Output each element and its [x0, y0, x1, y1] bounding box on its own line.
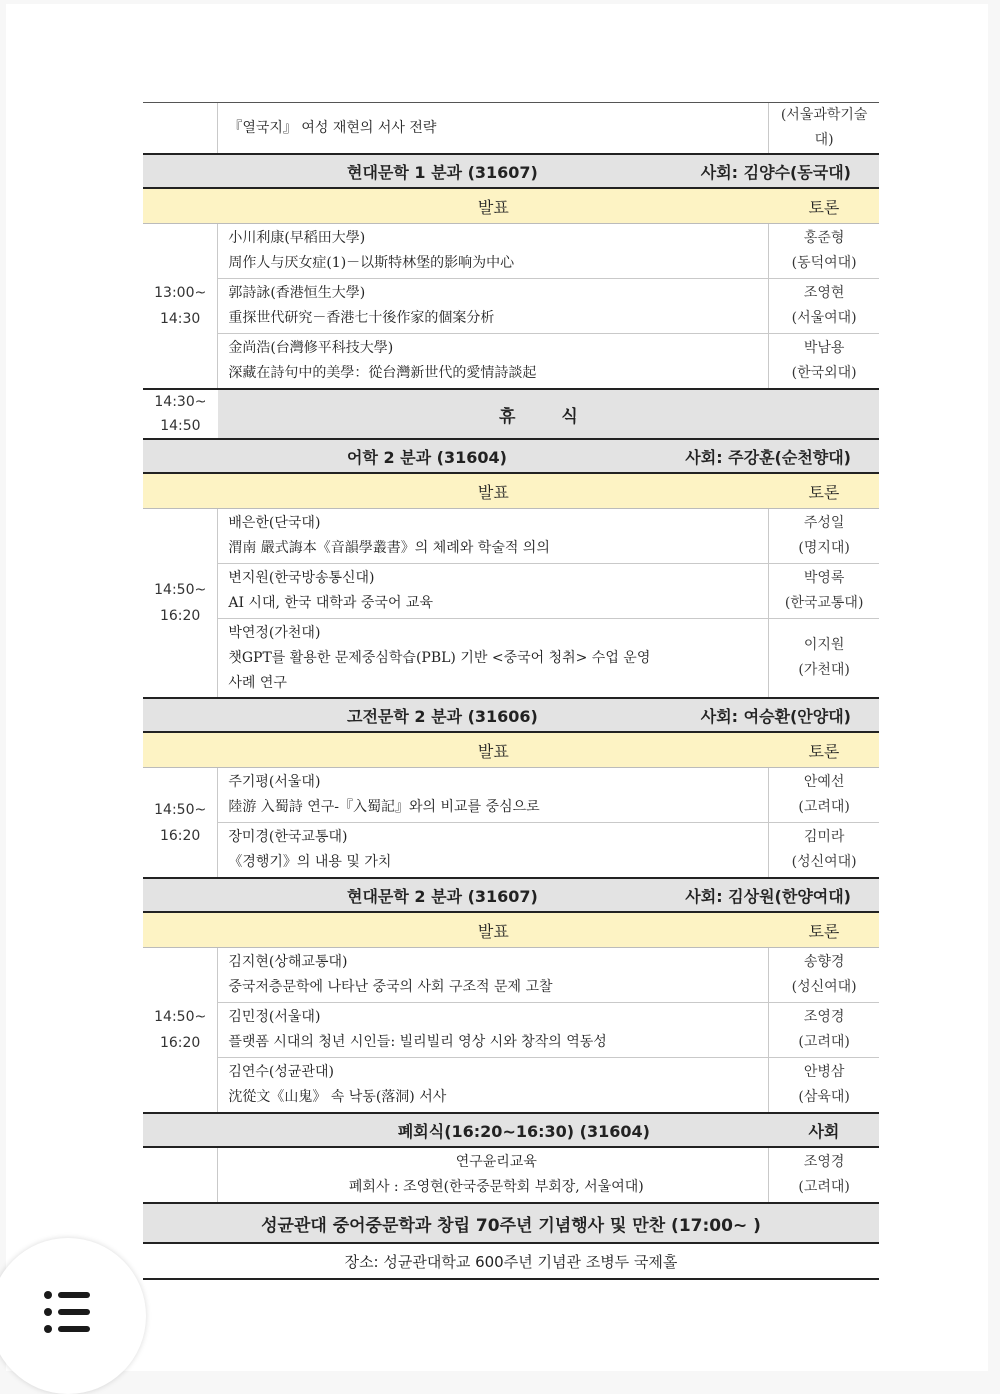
discussant-name: 조영경 — [803, 1009, 845, 1025]
table-row — [143, 509, 879, 564]
schedule-table — [143, 102, 879, 1280]
session-time: 14:50~ 16:20 — [154, 582, 207, 624]
col-discussion-label: 토론 — [769, 732, 879, 768]
table-row — [143, 224, 879, 279]
discussant-name: 이지원 — [803, 637, 845, 653]
discussant-affiliation: (가천대) — [798, 662, 850, 678]
presentation-title: 重探世代研究－香港七十後作家的個案分析 — [228, 310, 495, 326]
presenter: 장미경(한국교통대) — [228, 829, 348, 845]
session-header — [143, 698, 879, 732]
table-row — [143, 823, 879, 879]
presenter: 김연수(성균관대) — [228, 1064, 334, 1080]
presenter: 김지현(상해교통대) — [228, 954, 348, 970]
discussant-affiliation: (동덕여대) — [791, 255, 857, 271]
table-row — [143, 334, 879, 390]
discussant-name: 조영현 — [803, 285, 845, 301]
session-moderator: 사회: 김양수(동국대) — [700, 162, 851, 182]
table-row — [143, 948, 879, 1003]
session-title: 고전문학 2 분과 (31606) — [347, 706, 538, 726]
col-discussion-label: 토론 — [769, 912, 879, 948]
presentation-title: 沈從文《山鬼》 속 낙동(落洞) 서사 — [228, 1089, 447, 1105]
column-header-row — [143, 732, 879, 768]
col-presentation-label: 발표 — [218, 912, 769, 948]
session-moderator: 사회: 김상원(한양여대) — [685, 886, 851, 906]
discussant-name: 안예선 — [803, 774, 845, 790]
discussant-name: 홍준형 — [803, 230, 845, 246]
break-time: 14:30~ 14:50 — [143, 389, 218, 439]
session-header — [143, 154, 879, 188]
session-time: 14:50~ 16:20 — [154, 801, 207, 844]
presentation-title: 『열국지』 여성 재현의 서사 전략 — [218, 103, 769, 155]
discussant-affiliation: (삼육대) — [798, 1089, 850, 1105]
table-row — [143, 768, 879, 823]
session-header — [143, 439, 879, 473]
presentation-title: 플랫폼 시대의 청년 시인들: 빌리빌리 영상 시와 창작의 역동성 — [228, 1034, 607, 1050]
presenter: 주기평(서울대) — [228, 774, 321, 790]
presentation-title: AI 시대, 한국 대학과 중국어 교육 — [228, 595, 433, 611]
presentation-title: 渭南 嚴式誨本《音韻學叢書》의 체례와 학술적 의의 — [228, 540, 550, 556]
break-label: 휴 식 — [218, 389, 879, 439]
discussant-affiliation: (한국교통대) — [784, 595, 864, 611]
discussant-affiliation: (고려대) — [798, 799, 850, 815]
document-page — [6, 4, 988, 1371]
presentation-title: 陸游 入蜀詩 연구-『入蜀記』와의 비교를 중심으로 — [228, 799, 540, 815]
break-row — [143, 389, 879, 439]
presenter: 박연정(가천대) — [228, 624, 321, 641]
presenter: 배은한(단국대) — [228, 515, 321, 531]
discussant-name: 조영경 — [803, 1154, 845, 1170]
session-header — [143, 878, 879, 912]
anniversary-text: 성균관대 중어중문학과 창립 70주년 기념행사 및 만찬 (17:00~ ) — [143, 1203, 879, 1243]
closing-title: 폐회식(16:20~16:30) (31604) — [143, 1113, 769, 1147]
table-row — [143, 564, 879, 619]
presenter: 金尚浩(台灣修平科技大學) — [228, 340, 394, 356]
col-presentation-label: 발표 — [218, 473, 769, 509]
presenter: 郭詩詠(香港恒生大學) — [228, 285, 366, 301]
discussant-affiliation: (한국외대) — [791, 365, 857, 381]
discussant-name: 김미라 — [803, 829, 845, 845]
session-time: 14:50~ 16:20 — [154, 1009, 207, 1051]
presentation-title: 周作人与厌女症(1)－以斯特林堡的影响为中心 — [228, 255, 515, 271]
presentation-title-cont: 사례 연구 — [228, 674, 287, 691]
session-time: 13:00~ 14:30 — [154, 285, 207, 327]
table-row — [143, 1147, 879, 1203]
column-header-row — [143, 188, 879, 224]
col-presentation-label: 발표 — [218, 188, 769, 224]
closing-line: 연구윤리교육 — [455, 1154, 537, 1170]
discussant: (서울과학기술대) — [769, 103, 879, 155]
discussant-name: 박남용 — [803, 340, 845, 356]
discussant-affiliation: (고려대) — [798, 1034, 850, 1050]
session-title: 현대문학 2 분과 (31607) — [347, 886, 538, 906]
presentation-title: 챗GPT를 활용한 문제중심학습(PBL) 기반 <중국어 청취> 수업 운영 — [228, 649, 651, 666]
presentation-title: 중국저층문학에 나타난 중국의 사회 구조적 문제 고찰 — [228, 979, 553, 995]
discussant-affiliation: (서울여대) — [791, 310, 857, 326]
table-row — [143, 1058, 879, 1114]
col-discussion-label: 토론 — [769, 188, 879, 224]
col-discussion-label: 토론 — [769, 473, 879, 509]
session-title: 현대문학 1 분과 (31607) — [347, 162, 538, 182]
session-moderator: 사회: 여승환(안양대) — [700, 706, 851, 726]
closing-line: 폐회사 : 조영현(한국중문학회 부회장, 서울여대) — [348, 1179, 644, 1195]
session-title: 어학 2 분과 (31604) — [347, 447, 507, 467]
anniversary-banner — [143, 1203, 879, 1243]
closing-header — [143, 1113, 879, 1147]
table-row — [143, 1003, 879, 1058]
presentation-title: 《경행기》의 내용 및 가치 — [228, 854, 392, 870]
session-moderator: 사회: 주강훈(순천향대) — [685, 447, 851, 467]
closing-role: 사회 — [769, 1113, 879, 1147]
table-row — [143, 103, 879, 155]
venue-row — [143, 1243, 879, 1279]
discussant-name: 박영록 — [803, 570, 845, 586]
discussant-name: 안병삼 — [803, 1064, 845, 1080]
discussant-affiliation: (성신여대) — [791, 854, 857, 870]
presenter: 小川利康(早稻田大學) — [228, 230, 366, 246]
discussant-name: 송향경 — [803, 954, 845, 970]
presenter: 변지원(한국방송통신대) — [228, 570, 375, 586]
venue-text: 장소: 성균관대학교 600주년 기념관 조병두 국제홀 — [143, 1243, 879, 1279]
presenter: 김민정(서울대) — [228, 1009, 321, 1025]
discussant-affiliation: (성신여대) — [791, 979, 857, 995]
discussant-affiliation: (고려대) — [798, 1179, 850, 1195]
presentation-title: 深藏在詩句中的美學：從台灣新世代的愛情詩談起 — [228, 365, 537, 381]
column-header-row — [143, 473, 879, 509]
table-row — [143, 619, 879, 699]
col-presentation-label: 발표 — [218, 732, 769, 768]
discussant-affiliation: (명지대) — [798, 540, 850, 556]
discussant-name: 주성일 — [803, 515, 845, 531]
column-header-row — [143, 912, 879, 948]
table-row — [143, 279, 879, 334]
